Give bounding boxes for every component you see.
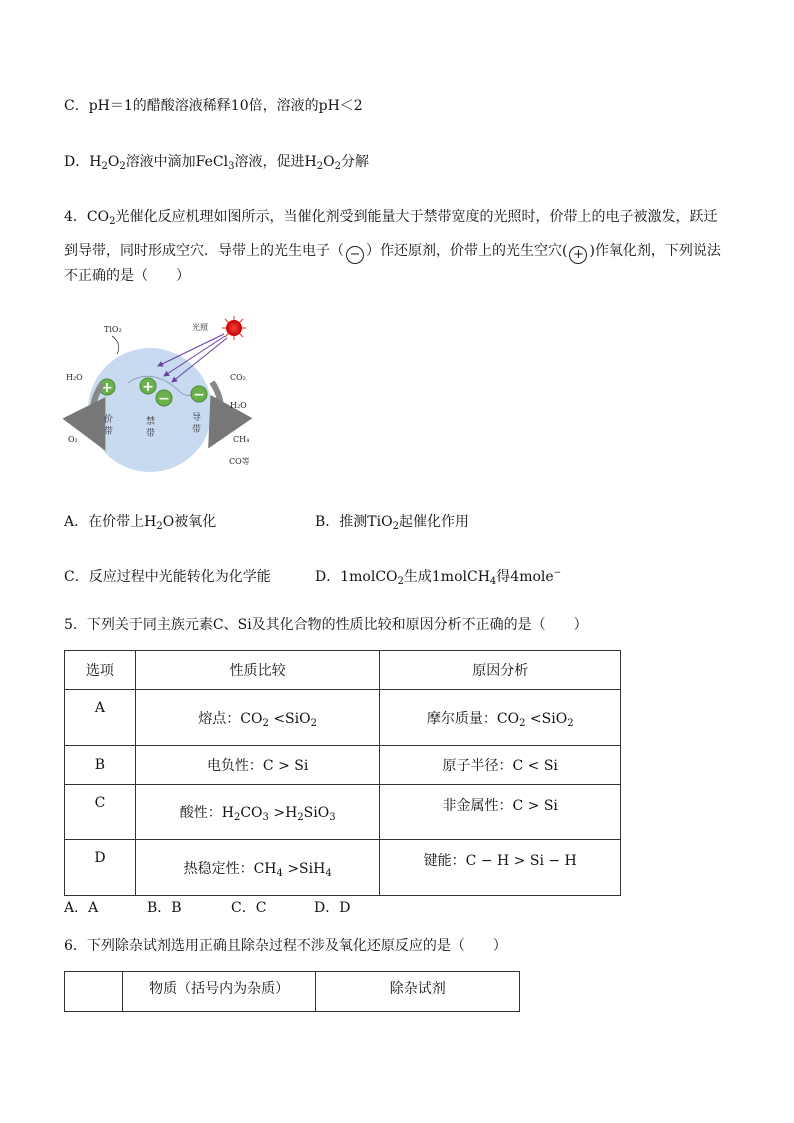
q6-table bbox=[64, 971, 520, 1012]
svg-text:+: + bbox=[101, 380, 113, 396]
svg-text:价: 价 bbox=[104, 415, 114, 425]
svg-text:O₂: O₂ bbox=[68, 435, 78, 444]
electron-minus bbox=[156, 390, 172, 407]
q4-stem-line1: 4．$CO_2$光催化反应机理如图所示，当催化剂受到能量大于禁带宽度的光照时，价带上的电子被激发，跃迁 bbox=[64, 209, 718, 227]
reason-cell: 原子半径：C < Si bbox=[380, 746, 621, 785]
header-cell: 除杂试剂 bbox=[316, 972, 520, 1012]
svg-text:光照: 光照 bbox=[192, 323, 208, 332]
property-cell: 酸性：$H_2CO_3 >H_2SiO_3$ bbox=[135, 785, 380, 840]
sun-icon bbox=[222, 316, 246, 340]
option-cell: A bbox=[65, 690, 136, 746]
header-cell: 性质比较 bbox=[135, 651, 380, 690]
q3-option-c: C．pH＝1的醋酸溶液稀释10倍，溶液的pH＜2 bbox=[64, 98, 363, 114]
tio2-particle bbox=[88, 348, 212, 472]
q5-table bbox=[64, 650, 621, 896]
svg-text:−: − bbox=[193, 387, 205, 403]
reason-cell: 键能：C − H > Si − H bbox=[380, 840, 621, 896]
q4-option-a: A．在价带上$H_2O$被氧化 bbox=[64, 514, 217, 532]
table-row bbox=[65, 690, 621, 746]
option-cell: C bbox=[65, 785, 136, 840]
svg-text:带: 带 bbox=[192, 425, 202, 435]
reduction-arrow bbox=[212, 382, 221, 438]
svg-text:CO等: CO等 bbox=[229, 457, 250, 466]
header-cell: 物质（括号内为杂质） bbox=[122, 972, 316, 1012]
photocatalysis-diagram bbox=[62, 312, 272, 478]
q3-option-d: D．$H_2O_2$溶液中滴加FeCl$_3$溶液，促进$H_2O_2$分解 bbox=[64, 154, 369, 172]
q5-answer-b: B．B bbox=[147, 900, 182, 916]
reason-cell: 非金属性：C > Si bbox=[380, 785, 621, 840]
q4-stem-line3: 不正确的是（ ） bbox=[64, 268, 190, 284]
property-cell: 电负性：C > Si bbox=[135, 746, 380, 785]
svg-text:+: + bbox=[142, 379, 154, 395]
svg-text:−: − bbox=[158, 391, 170, 407]
header-cell: 选项 bbox=[65, 651, 136, 690]
table-row bbox=[65, 746, 621, 785]
q6-stem: 6．下列除杂试剂选用正确且除杂过程不涉及氧化还原反应的是（ ） bbox=[64, 938, 507, 954]
q5-answer-a: A．A bbox=[64, 900, 99, 916]
reason-cell: 摩尔质量：$CO_2 <SiO_2$ bbox=[380, 690, 621, 746]
option-cell: D bbox=[65, 840, 136, 896]
q4-stem-line2: 到导带，同时形成空穴．导带上的光生电子（ − ）作还原剂，价带上的光生空穴( + )作氧化剂，下列说法 bbox=[64, 243, 721, 262]
q4-option-b: B．推测TiO$_2$起催化作用 bbox=[315, 514, 469, 532]
svg-text:导: 导 bbox=[192, 413, 202, 423]
q5-answer-c: C．C bbox=[231, 900, 267, 916]
header-cell: 原因分析 bbox=[380, 651, 621, 690]
table-header-row bbox=[65, 651, 621, 690]
plus-circle-icon: + bbox=[569, 246, 587, 264]
property-cell: 熔点：$CO_2 <SiO_2$ bbox=[135, 690, 380, 746]
svg-text:禁: 禁 bbox=[146, 417, 156, 427]
table-row bbox=[65, 840, 621, 896]
q5-stem: 5．下列关于同主族元素C、Si及其化合物的性质比较和原因分析不正确的是（ ） bbox=[64, 617, 588, 633]
q4-option-d: D．1molCO$_2$生成1molCH$_4$得4mole− bbox=[315, 568, 562, 587]
q4-option-c: C．反应过程中光能转化为化学能 bbox=[64, 569, 271, 585]
q5-answer-d: D．D bbox=[314, 900, 351, 916]
minus-circle-icon: − bbox=[346, 246, 364, 264]
header-cell bbox=[65, 972, 123, 1012]
option-cell: B bbox=[65, 746, 136, 785]
svg-text:CH₄: CH₄ bbox=[233, 435, 250, 444]
svg-text:H₂O: H₂O bbox=[66, 373, 83, 382]
property-cell: 热稳定性：$CH_4 >SiH_4$ bbox=[135, 840, 380, 896]
svg-text:带: 带 bbox=[146, 429, 156, 439]
svg-text:H₂O: H₂O bbox=[230, 401, 247, 410]
electron-minus bbox=[191, 386, 207, 403]
hole-plus bbox=[140, 378, 156, 395]
table-header-row bbox=[65, 972, 520, 1012]
svg-text:TiO₂: TiO₂ bbox=[104, 325, 122, 334]
table-row bbox=[65, 785, 621, 840]
svg-text:带: 带 bbox=[104, 427, 114, 437]
svg-text:CO₂: CO₂ bbox=[230, 373, 246, 382]
